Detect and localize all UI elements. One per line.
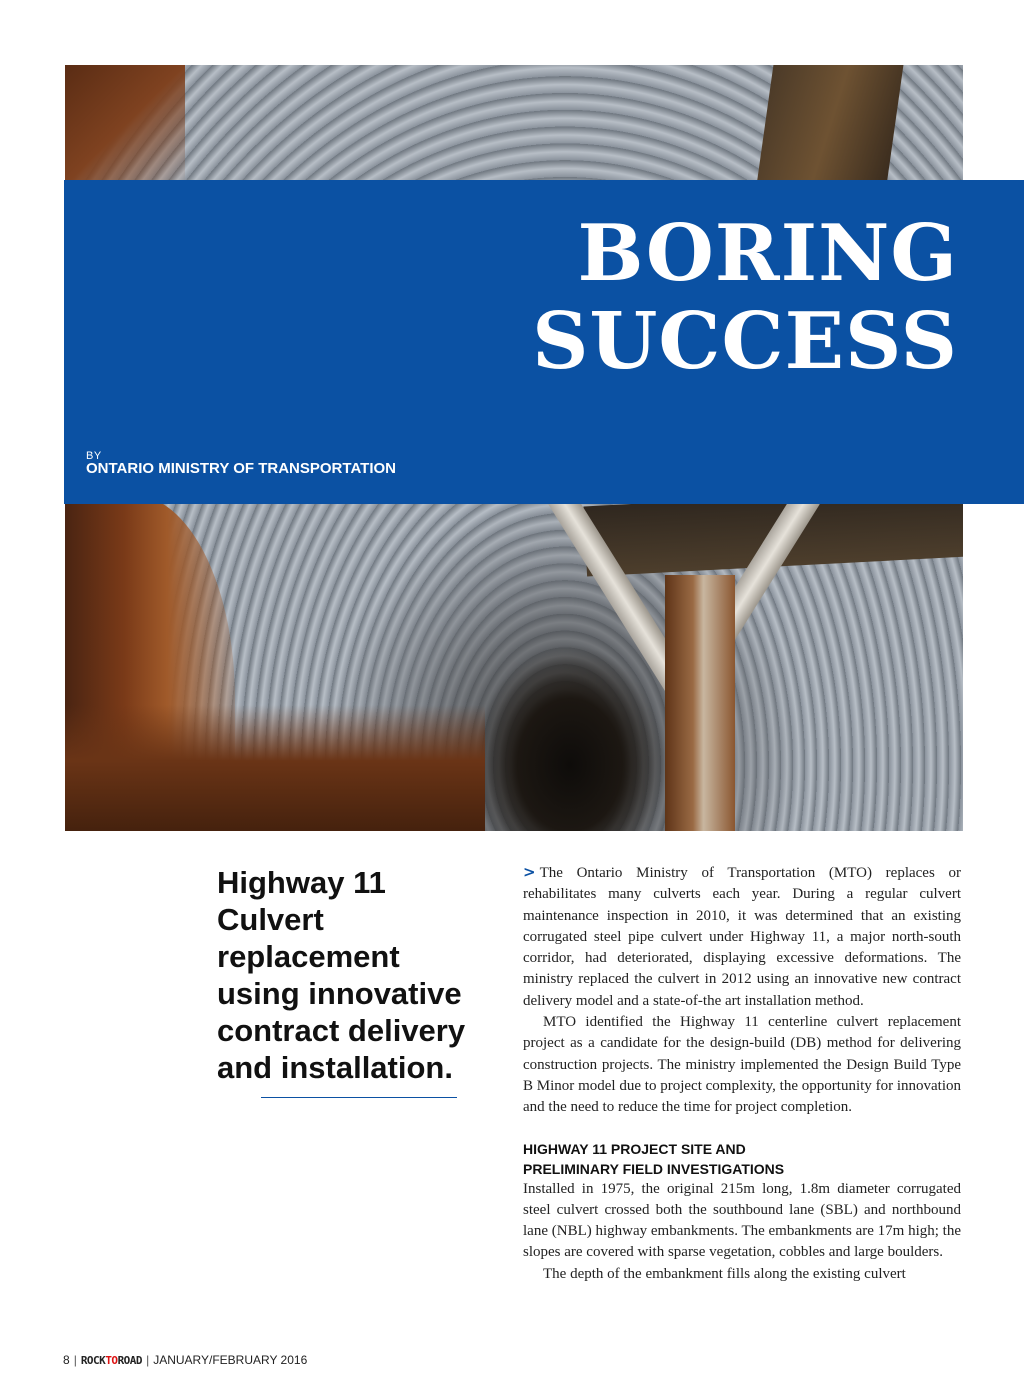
issue-date: JANUARY/FEBRUARY 2016 [153,1353,308,1367]
section-heading [523,1139,961,1179]
section-heading-line: HIGHWAY 11 PROJECT SITE AND [523,1140,746,1157]
article-body [523,862,961,1285]
page-number: 8 [63,1353,70,1367]
title-line: SUCCESS [532,296,958,387]
title-band [64,180,1024,504]
article-deck: Highway 11 Culvert replacement using innovative contract delivery and installation. [217,865,466,1085]
paragraph: The depth of the embankment fills along the existing culvert [543,1265,906,1282]
rust-patch [65,65,185,185]
paragraph-text: The Ontario Ministry of Transportation (MTO) replaces or rehabilitates many culverts each year. During a regular culvert maintenance inspection in 2010, it was determined that an existing corrugated steel pipe culvert under Highway 11, a major north-south corridor, had deteriorated, displaying excessive deformations. The ministry replaced the culvert in 2012 using an innovative new contract delivery model and a state-of-the art installation method. [523,865,961,1009]
separator: | [73,1353,77,1367]
separator: | [146,1353,150,1367]
magazine-logo: ROCKTOROAD [80,1353,143,1367]
chevron-right-icon: > [523,863,536,881]
title-line: BORING [577,208,958,299]
rust-patch [65,705,485,831]
byline-author: ONTARIO MINISTRY OF TRANSPORTATION [86,460,396,477]
timber-beam [757,65,904,185]
byline-label: BY [86,450,102,462]
page-footer [63,1353,307,1367]
paragraph [523,862,961,1012]
article-title [532,210,958,386]
steel-post [665,575,735,831]
paragraph: MTO identified the Highway 11 centerline culvert replacement project as a candidate for the design-build (DB) method for delivering construction projects. The ministry implemented the Design Build Type B Minor model due to project complexity, the opportunity for innovation and the need to reduce the time for project completion. [523,1014,961,1116]
section-heading-line: PRELIMINARY FIELD INVESTIGATIONS [523,1160,785,1177]
paragraph: Installed in 1975, the original 215m long, 1.8m diameter corrugated steel culvert crossed both the southbound lane (SBL) and northbound lane (NBL) highway embankments. The embankments are 17m high; the slopes are covered with sparse vegetation, cobbles and large boulders. [523,1180,961,1261]
divider [261,1097,457,1098]
